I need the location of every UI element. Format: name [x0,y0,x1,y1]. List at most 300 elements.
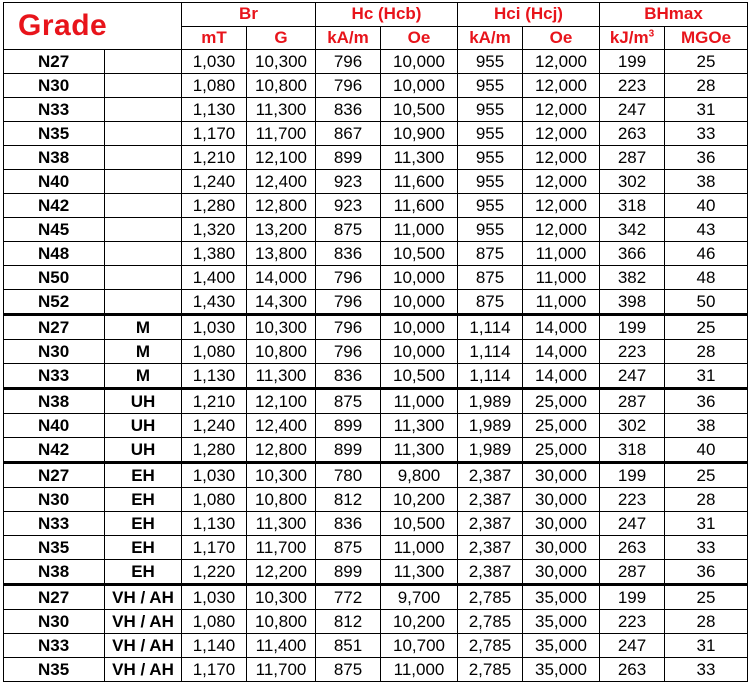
value-cell: 33 [665,658,748,682]
value-cell: 199 [600,585,665,610]
value-cell: 11,000 [381,658,458,682]
unit-hci-kam: kA/m [458,26,523,50]
grade-cell: N38 [4,560,105,585]
table-row [4,290,748,315]
value-cell: 899 [316,414,381,438]
value-cell: 10,800 [247,340,316,364]
value-cell: 875 [458,266,523,290]
grade-cell: N30 [4,340,105,364]
table-row [4,170,748,194]
value-cell: 12,100 [247,146,316,170]
value-cell: 35,000 [523,658,600,682]
value-cell: 398 [600,290,665,315]
value-cell: 10,300 [247,315,316,340]
grade-cell: N40 [4,414,105,438]
suffix-cell: VH / AH [105,585,182,610]
value-cell: 1,080 [182,74,247,98]
value-cell: 2,387 [458,536,523,560]
value-cell: 812 [316,488,381,512]
value-cell: 223 [600,340,665,364]
table-row [4,658,748,682]
value-cell: 31 [665,512,748,536]
value-cell: 10,000 [381,340,458,364]
value-cell: 30,000 [523,463,600,488]
table-row [4,242,748,266]
table-row [4,585,748,610]
value-cell: 11,000 [381,218,458,242]
value-cell: 366 [600,242,665,266]
table-row [4,512,748,536]
value-cell: 11,300 [247,364,316,389]
value-cell: 955 [458,218,523,242]
value-cell: 1,210 [182,389,247,414]
suffix-cell: EH [105,512,182,536]
value-cell: 302 [600,414,665,438]
grade-cell: N48 [4,242,105,266]
value-cell: 28 [665,610,748,634]
value-cell: 955 [458,146,523,170]
value-cell: 955 [458,194,523,218]
value-cell: 923 [316,194,381,218]
value-cell: 875 [458,290,523,315]
suffix-cell: UH [105,414,182,438]
value-cell: 867 [316,122,381,146]
value-cell: 1,989 [458,389,523,414]
table-row [4,218,748,242]
value-cell: 10,300 [247,463,316,488]
value-cell: 955 [458,122,523,146]
value-cell: 31 [665,634,748,658]
value-cell: 12,000 [523,170,600,194]
value-cell: 772 [316,585,381,610]
value-cell: 923 [316,170,381,194]
value-cell: 46 [665,242,748,266]
value-cell: 247 [600,512,665,536]
value-cell: 875 [316,658,381,682]
table-row [4,463,748,488]
value-cell: 11,700 [247,658,316,682]
suffix-cell [105,50,182,74]
value-cell: 223 [600,488,665,512]
value-cell: 812 [316,610,381,634]
value-cell: 10,000 [381,290,458,315]
unit-br-mt: mT [182,26,247,50]
value-cell: 11,000 [523,242,600,266]
suffix-cell: EH [105,536,182,560]
value-cell: 10,800 [247,610,316,634]
value-cell: 199 [600,315,665,340]
value-cell: 25,000 [523,438,600,463]
value-cell: 836 [316,242,381,266]
value-cell: 50 [665,290,748,315]
value-cell: 199 [600,463,665,488]
value-cell: 10,800 [247,74,316,98]
value-cell: 11,000 [523,266,600,290]
grade-cell: N38 [4,146,105,170]
value-cell: 38 [665,414,748,438]
header-group-row [4,3,748,27]
value-cell: 247 [600,364,665,389]
value-cell: 25 [665,315,748,340]
grade-cell: N45 [4,218,105,242]
value-cell: 9,800 [381,463,458,488]
grade-cell: N30 [4,610,105,634]
value-cell: 9,700 [381,585,458,610]
value-cell: 14,000 [523,340,600,364]
value-cell: 12,400 [247,170,316,194]
value-cell: 11,600 [381,170,458,194]
suffix-cell [105,242,182,266]
value-cell: 43 [665,218,748,242]
value-cell: 1,030 [182,585,247,610]
value-cell: 2,785 [458,658,523,682]
unit-hc-kam: kA/m [316,26,381,50]
value-cell: 263 [600,122,665,146]
value-cell: 35,000 [523,610,600,634]
value-cell: 30,000 [523,512,600,536]
value-cell: 10,900 [381,122,458,146]
value-cell: 28 [665,488,748,512]
value-cell: 875 [316,218,381,242]
value-cell: 899 [316,146,381,170]
value-cell: 40 [665,194,748,218]
value-cell: 875 [458,242,523,266]
value-cell: 1,280 [182,438,247,463]
value-cell: 1,130 [182,98,247,122]
unit-hc-oe: Oe [381,26,458,50]
suffix-cell: VH / AH [105,658,182,682]
value-cell: 287 [600,389,665,414]
value-cell: 796 [316,266,381,290]
value-cell: 10,200 [381,488,458,512]
value-cell: 14,000 [523,315,600,340]
value-cell: 11,700 [247,536,316,560]
grade-cell: N30 [4,488,105,512]
value-cell: 223 [600,74,665,98]
value-cell: 780 [316,463,381,488]
value-cell: 955 [458,74,523,98]
suffix-cell [105,122,182,146]
table-row [4,634,748,658]
value-cell: 199 [600,50,665,74]
value-cell: 40 [665,438,748,463]
grade-cell: N27 [4,585,105,610]
value-cell: 796 [316,315,381,340]
br-header: Br [182,3,316,27]
value-cell: 11,300 [381,560,458,585]
value-cell: 11,300 [381,146,458,170]
value-cell: 12,000 [523,122,600,146]
value-cell: 30,000 [523,536,600,560]
value-cell: 12,000 [523,146,600,170]
hci-header: Hci (Hcj) [458,3,600,27]
suffix-cell [105,194,182,218]
suffix-cell [105,98,182,122]
value-cell: 12,000 [523,194,600,218]
unit-bhmax-mgoe: MGOe [665,26,748,50]
value-cell: 14,000 [247,266,316,290]
value-cell: 318 [600,438,665,463]
value-cell: 223 [600,610,665,634]
value-cell: 10,500 [381,98,458,122]
unit-bhmax-kjm3 [600,26,665,50]
value-cell: 13,800 [247,242,316,266]
value-cell: 796 [316,290,381,315]
suffix-cell: EH [105,560,182,585]
value-cell: 28 [665,74,748,98]
grade-header: Grade [4,3,182,50]
value-cell: 11,000 [523,290,600,315]
value-cell: 1,240 [182,170,247,194]
table-row [4,488,748,512]
value-cell: 1,030 [182,463,247,488]
unit-hci-oe: Oe [523,26,600,50]
value-cell: 13,200 [247,218,316,242]
value-cell: 12,000 [523,74,600,98]
table-row [4,560,748,585]
value-cell: 263 [600,536,665,560]
value-cell: 12,000 [523,218,600,242]
value-cell: 1,280 [182,194,247,218]
value-cell: 10,300 [247,585,316,610]
value-cell: 14,300 [247,290,316,315]
suffix-cell: UH [105,389,182,414]
grade-cell: N33 [4,364,105,389]
value-cell: 796 [316,50,381,74]
value-cell: 11,300 [381,414,458,438]
value-cell: 38 [665,170,748,194]
value-cell: 875 [316,389,381,414]
value-cell: 796 [316,74,381,98]
table-row [4,536,748,560]
value-cell: 36 [665,389,748,414]
suffix-cell: M [105,364,182,389]
grade-cell: N42 [4,438,105,463]
value-cell: 25,000 [523,414,600,438]
value-cell: 14,000 [523,364,600,389]
value-cell: 31 [665,98,748,122]
value-cell: 1,170 [182,658,247,682]
value-cell: 25 [665,463,748,488]
value-cell: 33 [665,122,748,146]
value-cell: 247 [600,98,665,122]
grade-cell: N27 [4,50,105,74]
suffix-cell [105,74,182,98]
value-cell: 1,170 [182,122,247,146]
table-row [4,122,748,146]
value-cell: 836 [316,364,381,389]
value-cell: 11,600 [381,194,458,218]
value-cell: 2,387 [458,512,523,536]
value-cell: 36 [665,146,748,170]
value-cell: 10,000 [381,50,458,74]
suffix-cell [105,146,182,170]
suffix-cell: VH / AH [105,634,182,658]
value-cell: 36 [665,560,748,585]
grade-cell: N42 [4,194,105,218]
value-cell: 12,000 [523,98,600,122]
value-cell: 1,400 [182,266,247,290]
grade-cell: N35 [4,122,105,146]
value-cell: 11,300 [381,438,458,463]
value-cell: 382 [600,266,665,290]
value-cell: 10,000 [381,74,458,98]
value-cell: 1,140 [182,634,247,658]
table-row [4,50,748,74]
value-cell: 836 [316,512,381,536]
value-cell: 899 [316,560,381,585]
value-cell: 2,785 [458,634,523,658]
suffix-cell: UH [105,438,182,463]
grade-cell: N33 [4,634,105,658]
table-row [4,414,748,438]
grade-cell: N50 [4,266,105,290]
value-cell: 11,400 [247,634,316,658]
value-cell: 318 [600,194,665,218]
suffix-cell: M [105,340,182,364]
value-cell: 1,170 [182,536,247,560]
suffix-cell [105,266,182,290]
table-row [4,340,748,364]
value-cell: 1,114 [458,364,523,389]
value-cell: 10,000 [381,315,458,340]
value-cell: 10,300 [247,50,316,74]
value-cell: 836 [316,98,381,122]
value-cell: 851 [316,634,381,658]
value-cell: 2,387 [458,488,523,512]
value-cell: 1,989 [458,438,523,463]
value-cell: 12,400 [247,414,316,438]
unit-superscript: 3 [648,28,655,40]
table-row [4,146,748,170]
value-cell: 2,387 [458,560,523,585]
value-cell: 11,000 [381,389,458,414]
value-cell: 11,300 [247,512,316,536]
suffix-cell [105,218,182,242]
grade-cell: N38 [4,389,105,414]
value-cell: 1,380 [182,242,247,266]
value-cell: 2,387 [458,463,523,488]
value-cell: 263 [600,658,665,682]
value-cell: 10,800 [247,488,316,512]
value-cell: 12,000 [523,50,600,74]
value-cell: 796 [316,340,381,364]
value-cell: 955 [458,50,523,74]
value-cell: 11,000 [381,536,458,560]
value-cell: 1,989 [458,414,523,438]
suffix-cell: EH [105,463,182,488]
table-row [4,74,748,98]
magnet-grade-table [3,2,748,682]
value-cell: 25 [665,50,748,74]
suffix-cell: M [105,315,182,340]
suffix-cell [105,290,182,315]
value-cell: 899 [316,438,381,463]
value-cell: 25,000 [523,389,600,414]
value-cell: 2,785 [458,610,523,634]
value-cell: 12,100 [247,389,316,414]
value-cell: 302 [600,170,665,194]
table-row [4,389,748,414]
value-cell: 10,500 [381,512,458,536]
suffix-cell [105,170,182,194]
grade-cell: N30 [4,74,105,98]
value-cell: 12,800 [247,438,316,463]
value-cell: 287 [600,560,665,585]
table-body [4,50,748,682]
value-cell: 30,000 [523,488,600,512]
value-cell: 33 [665,536,748,560]
value-cell: 955 [458,170,523,194]
grade-cell: N40 [4,170,105,194]
value-cell: 1,080 [182,340,247,364]
table-row [4,315,748,340]
value-cell: 1,240 [182,414,247,438]
grade-cell: N33 [4,98,105,122]
table-row [4,98,748,122]
value-cell: 35,000 [523,634,600,658]
value-cell: 875 [316,536,381,560]
value-cell: 25 [665,585,748,610]
value-cell: 287 [600,146,665,170]
value-cell: 10,200 [381,610,458,634]
grade-cell: N27 [4,463,105,488]
table-row [4,364,748,389]
value-cell: 1,080 [182,610,247,634]
value-cell: 31 [665,364,748,389]
grade-cell: N33 [4,512,105,536]
value-cell: 1,114 [458,315,523,340]
grade-cell: N27 [4,315,105,340]
value-cell: 1,130 [182,364,247,389]
value-cell: 11,300 [247,98,316,122]
value-cell: 10,000 [381,266,458,290]
value-cell: 10,500 [381,242,458,266]
bhmax-header: BHmax [600,3,748,27]
value-cell: 247 [600,634,665,658]
table-row [4,438,748,463]
value-cell: 1,430 [182,290,247,315]
value-cell: 48 [665,266,748,290]
value-cell: 1,030 [182,50,247,74]
value-cell: 955 [458,98,523,122]
value-cell: 12,200 [247,560,316,585]
value-cell: 1,030 [182,315,247,340]
value-cell: 10,500 [381,364,458,389]
value-cell: 12,800 [247,194,316,218]
value-cell: 11,700 [247,122,316,146]
value-cell: 1,080 [182,488,247,512]
table-row [4,610,748,634]
table-row [4,266,748,290]
value-cell: 1,210 [182,146,247,170]
value-cell: 35,000 [523,585,600,610]
grade-cell: N52 [4,290,105,315]
unit-bhmax-kjm3-text: kJ/m [609,27,649,47]
value-cell: 1,220 [182,560,247,585]
hc-header: Hc (Hcb) [316,3,458,27]
suffix-cell: VH / AH [105,610,182,634]
value-cell: 1,320 [182,218,247,242]
value-cell: 1,114 [458,340,523,364]
unit-br-g: G [247,26,316,50]
value-cell: 1,130 [182,512,247,536]
suffix-cell: EH [105,488,182,512]
value-cell: 342 [600,218,665,242]
grade-cell: N35 [4,658,105,682]
value-cell: 28 [665,340,748,364]
value-cell: 10,700 [381,634,458,658]
